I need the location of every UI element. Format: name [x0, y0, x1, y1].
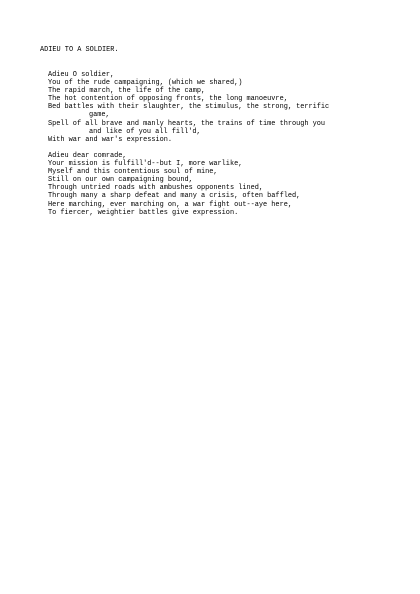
page-title: ADIEU TO A SOLDIER. — [40, 46, 119, 54]
poem-body — [48, 71, 398, 225]
poem-line-continuation: and like of you all fill'd, — [89, 127, 201, 136]
poem-line: The hot contention of opposing fronts, the long manoeuvre, — [48, 95, 288, 104]
poem-line: You of the rude campaigning, (which we shared,) — [48, 79, 243, 88]
poem-line: Your mission is fulfill'd--but I, more warlike, — [48, 160, 243, 169]
poem-line: To fiercer, weightier battles give expression. — [48, 208, 239, 217]
poem-line: Adieu O soldier, — [48, 71, 115, 79]
poem-stanza — [48, 152, 398, 217]
poem-line: Here marching, ever marching on, a war fight out--aye here, — [48, 200, 292, 209]
poem-line: With war and war's expression. — [48, 135, 173, 144]
poem-line: Still on our own campaigning bound, — [48, 176, 193, 185]
poem-line: Spell of all brave and manly hearts, the trains of time through you — [48, 119, 326, 128]
poem-stanza — [48, 71, 398, 144]
poem-line: Through untried roads with ambushes opponents lined, — [48, 184, 264, 193]
poem-line: The rapid march, the life of the camp, — [48, 87, 206, 96]
poem-line: Bed battles with their slaughter, the stimulus, the strong, terrific — [48, 103, 330, 112]
poem-line: Adieu dear comrade, — [48, 151, 127, 160]
poem-line: Myself and this contentious soul of mine, — [48, 168, 218, 177]
poem-line-continuation: game, — [89, 111, 110, 120]
poem-line: Through many a sharp defeat and many a crisis, often baffled, — [48, 192, 301, 201]
